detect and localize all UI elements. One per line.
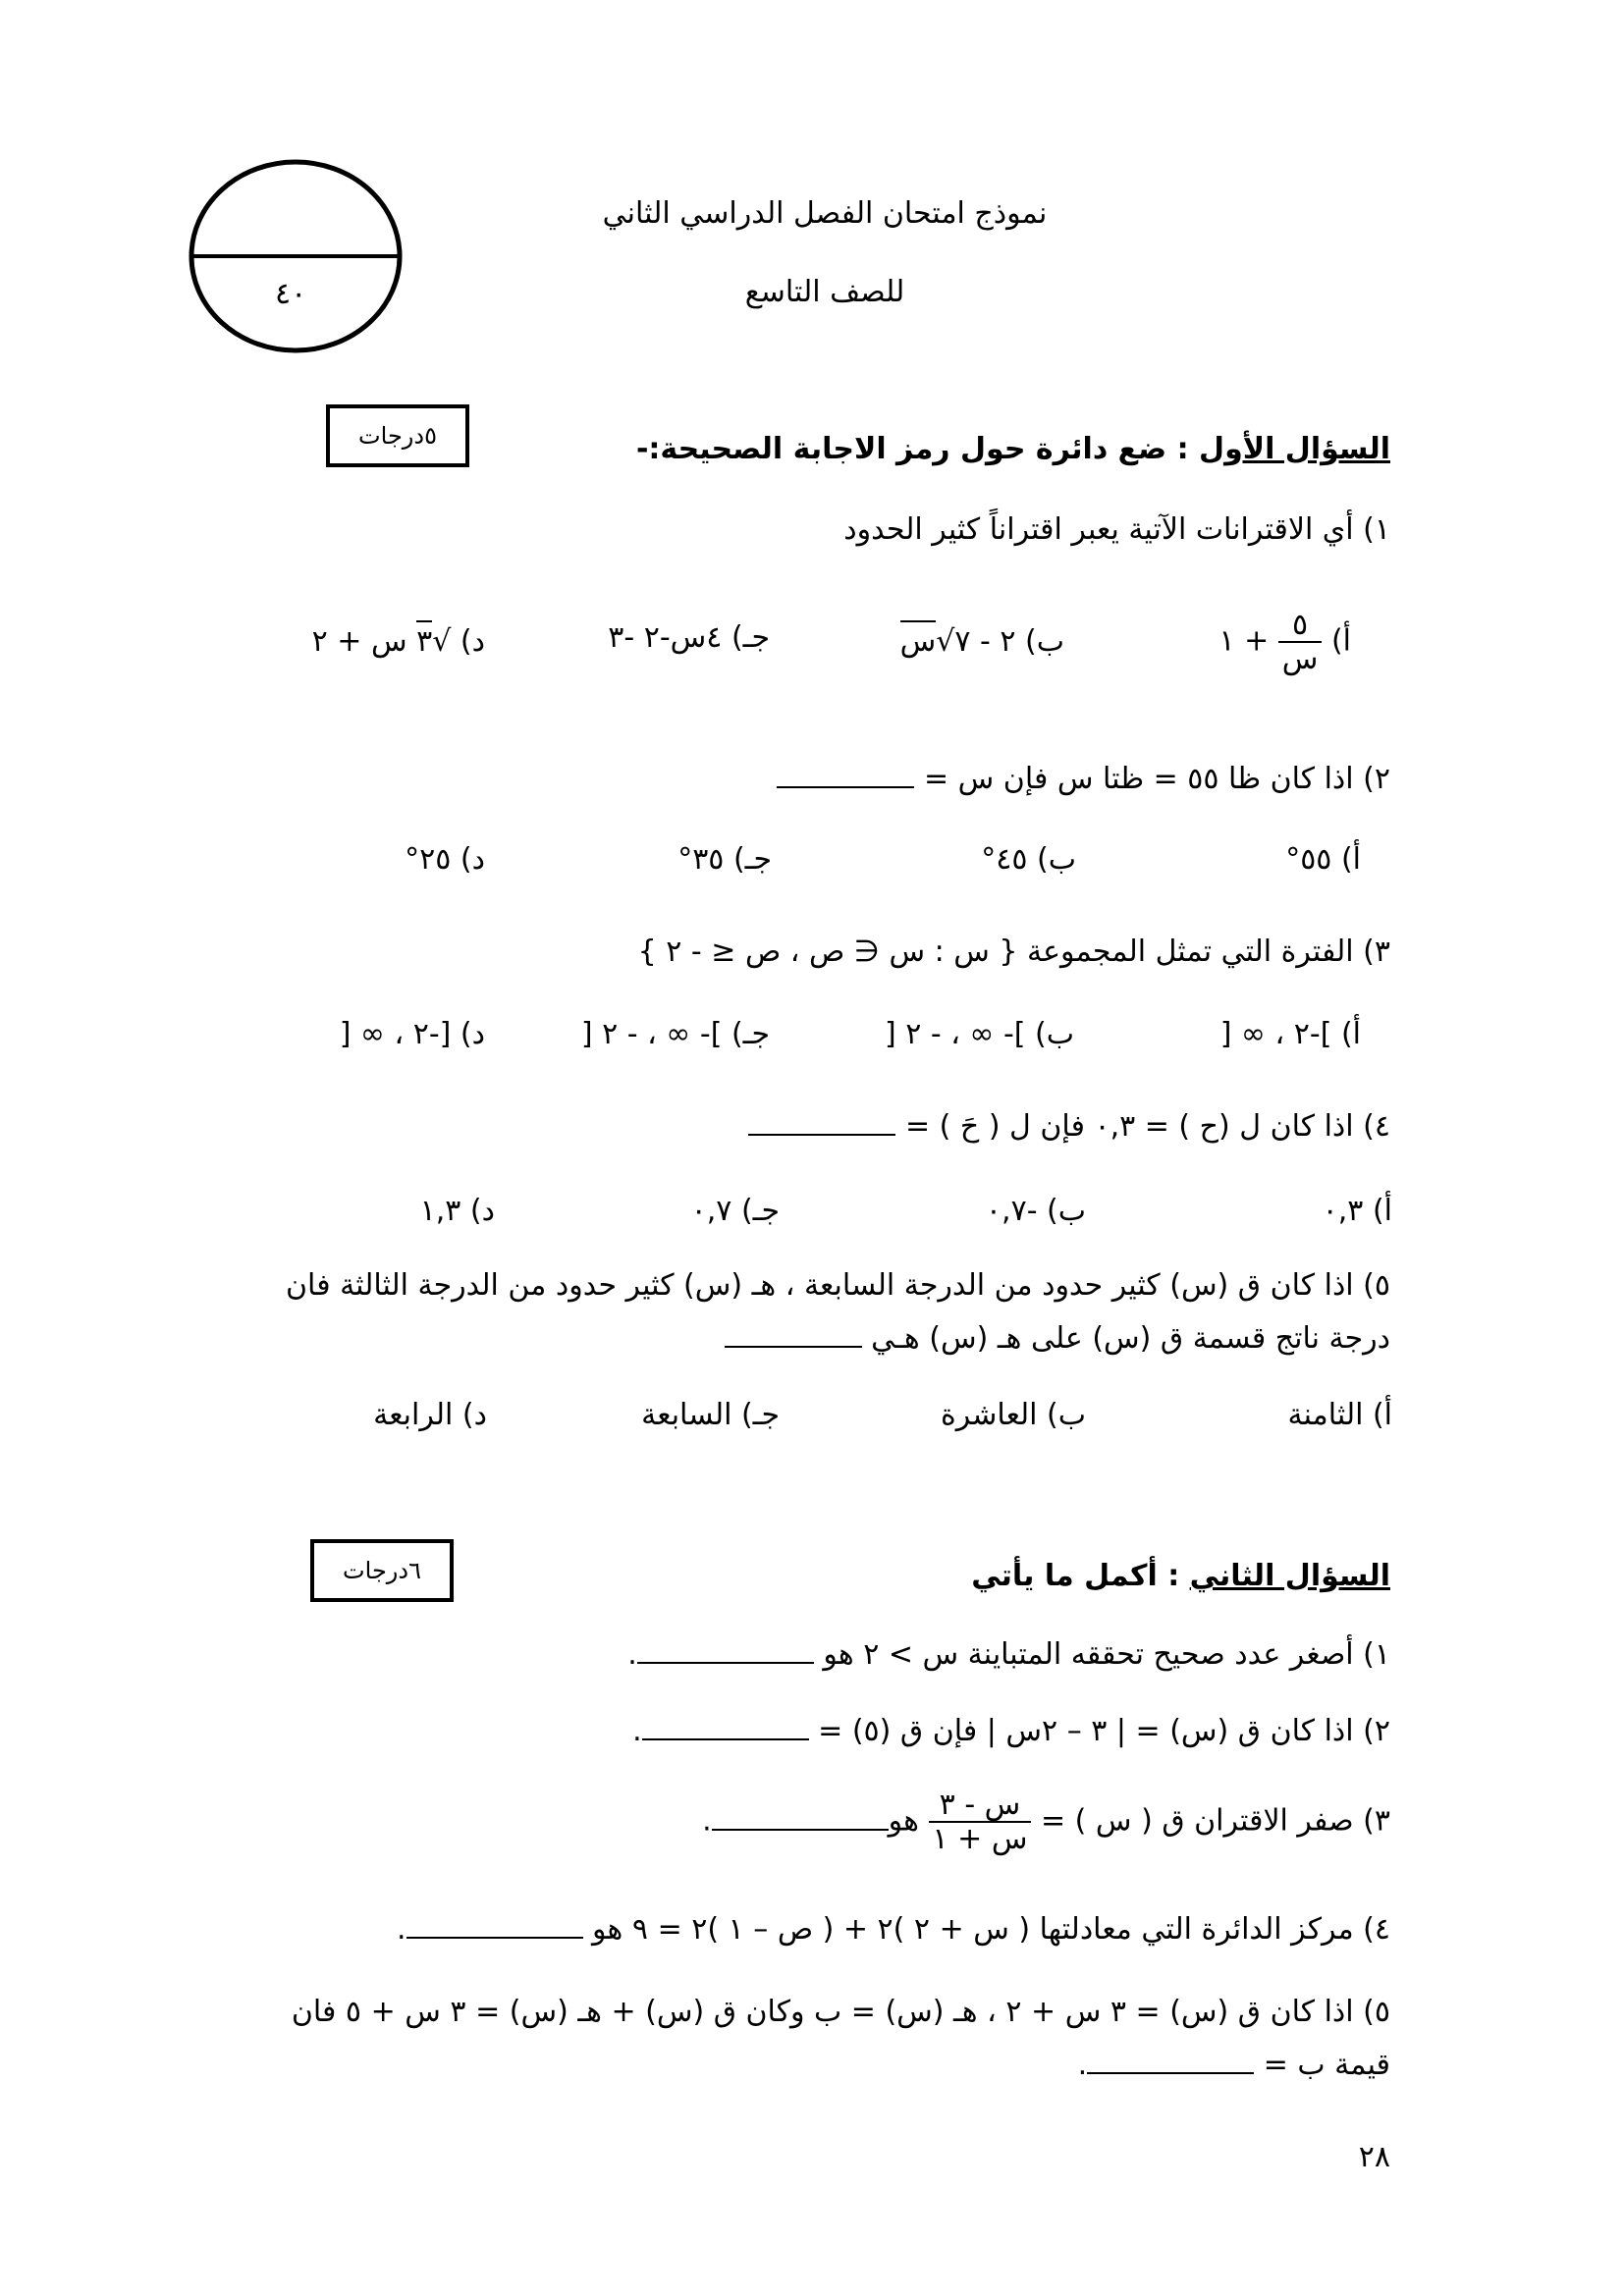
q2-item4-text: ٤) مركز الدائرة التي معادلتها ( س + ٢ )٢ + ( ص – ١ )٢ = ٩ هو (582, 1912, 1390, 1947)
q1-heading-text: : ضع دائرة حول رمز الاجابة الصحيحة:- (635, 432, 1200, 466)
period-mark: . (627, 1637, 637, 1672)
q2-item4 (397, 1912, 1390, 1947)
period-mark: . (702, 1803, 712, 1839)
period-mark: . (1077, 2048, 1088, 2082)
q1-item1-d-post: س + ٢ (311, 624, 417, 659)
q2-item3-post: هو (888, 1803, 929, 1839)
q1-item1-option-c: جـ) ٤س-٢ -٣ (608, 620, 770, 655)
q1-heading-label: السؤال الأول (1199, 432, 1390, 466)
q1-item4-stem-text: ٤) اذا كان ل (ح ) = ٠,٣ فإن ل ( حَ ) = (895, 1109, 1390, 1144)
q1-item5-stem-line2 (725, 1321, 1390, 1356)
q2-heading (971, 1559, 1390, 1593)
q1-item3-option-d: د) [-٢ ، ∞ [ (339, 1017, 485, 1051)
q2-item5-line1: ٥) اذا كان ق (س) = ٣ س + ٢ ، هـ (س) = ب وكان ق (س) + هـ (س) = ٣ س + ٥ فان (291, 1995, 1390, 2029)
q1-item1-stem: ١) أي الاقترانات الآتية يعبر اقتراناً كثير الحدود (843, 512, 1390, 547)
q1-item4-option-d: د) ١,٣ (419, 1194, 495, 1228)
q2-item2-text: ٢) اذا كان ق (س) = | ٣ – ٢س | فإن ق (٥) = (808, 1714, 1390, 1748)
q2-item3 (702, 1789, 1390, 1855)
fraction-numerator: س - ٣ (929, 1789, 1032, 1823)
q1-item5-option-d: د) الرابعة (373, 1398, 487, 1432)
answer-blank (748, 1133, 895, 1136)
q1-item2-option-b: ب) ٤٥° (981, 842, 1076, 877)
q1-item5-stem-line1: ٥) اذا كان ق (س) كثير حدود من الدرجة السابعة ، هـ (س) كثير حدود من الدرجة الثالثة فان (286, 1268, 1390, 1303)
q1-item2-stem-text: ٢) اذا كان ظا ٥٥ = ظتا س فإن س = (914, 762, 1390, 796)
q1-item1-option-a (1218, 609, 1351, 675)
q1-item4-stem (748, 1109, 1390, 1144)
q1-item1-option-d (312, 620, 485, 659)
q1-item5-option-c: جـ) السابعة (641, 1398, 780, 1432)
q1-item2-stem (777, 762, 1390, 796)
period-mark: . (632, 1714, 642, 1748)
fraction-denominator: س + ١ (932, 1822, 1028, 1856)
q2-item5-line2-text: قيمة ب = (1254, 2048, 1390, 2082)
q1-item1-b-radicand: س (900, 620, 937, 659)
q1-item1-d-index: ٣ (416, 620, 432, 659)
radical-icon: √ (936, 624, 955, 659)
fraction-numerator: ٥ (1278, 609, 1323, 643)
q2-item3-pre: ٣) صفر الاقتران ق ( س ) = (1031, 1803, 1390, 1839)
q2-heading-label: السؤال الثاني (1189, 1559, 1390, 1593)
q1-item4-option-c: جـ) ٠,٧ (690, 1194, 780, 1228)
q1-item1-d-pre: د) (451, 624, 485, 659)
page-title: نموذج امتحان الفصل الدراسي الثاني (602, 196, 1048, 231)
q1-item5-option-a: أ) الثامنة (1287, 1398, 1392, 1432)
q1-item2-option-c: جـ) ٣٥° (677, 842, 772, 877)
q1-heading (636, 432, 1390, 466)
answer-blank (712, 1828, 889, 1831)
q1-item4-option-a: أ) ٠,٣ (1322, 1194, 1392, 1228)
fraction (1278, 609, 1323, 675)
fraction-denominator: س (1281, 642, 1319, 676)
q1-item3-option-c: جـ) ]- ∞ ، - ٢ [ (580, 1017, 770, 1051)
q1-marks-box: ٥درجات (326, 404, 469, 467)
fraction (929, 1789, 1032, 1855)
page-number: ٢٨ (1358, 2140, 1390, 2174)
q1-item2-option-a: أ) ٥٥° (1285, 842, 1361, 877)
score-circle (187, 157, 405, 355)
period-mark: . (396, 1912, 406, 1947)
q1-item3-option-a: أ) ]-٢ ، ∞ [ (1219, 1017, 1361, 1051)
answer-blank (406, 1936, 583, 1939)
q1-item2-option-d: د) ٢٥° (405, 842, 485, 877)
q2-marks-box: ٦درجات (310, 1539, 454, 1602)
radical-icon: √ (432, 624, 452, 659)
q1-item1-b-pre: ب) ٢ - ٧ (954, 624, 1064, 659)
answer-blank (1087, 2071, 1254, 2074)
answer-blank (642, 1737, 809, 1740)
q2-item1-text: ١) أصغر عدد صحيح تحققه المتباينة س > ٢ هو (813, 1637, 1390, 1672)
answer-blank (725, 1345, 862, 1348)
q1-item3-option-b: ب) ]- ∞ ، - ٢ [ (884, 1017, 1074, 1051)
answer-blank (637, 1661, 814, 1664)
q1-item1-a-pre: أ) (1322, 623, 1351, 659)
q1-item1-a-post: + ١ (1218, 623, 1278, 659)
q1-item3-stem: ٣) الفترة التي تمثل المجموعة { س : س ∈ ص ، ص ≤ - ٢ } (637, 934, 1390, 969)
q2-item1 (627, 1637, 1390, 1672)
q2-item5-line2 (1078, 2048, 1390, 2082)
score-total: ٤٠ (275, 277, 307, 311)
q1-item4-option-b: ب) -٠,٧ (985, 1194, 1086, 1228)
answer-blank (777, 785, 914, 788)
q1-item5-stem-line2-text: درجة ناتج قسمة ق (س) على هـ (س) هـي (861, 1321, 1390, 1356)
q2-item2 (632, 1714, 1390, 1748)
q1-item1-option-b (900, 620, 1064, 659)
q2-heading-text: : أكمل ما يأتي (971, 1559, 1190, 1593)
page-subtitle: للصف التاسع (744, 275, 905, 309)
q1-item5-option-b: ب) العاشرة (941, 1398, 1086, 1432)
